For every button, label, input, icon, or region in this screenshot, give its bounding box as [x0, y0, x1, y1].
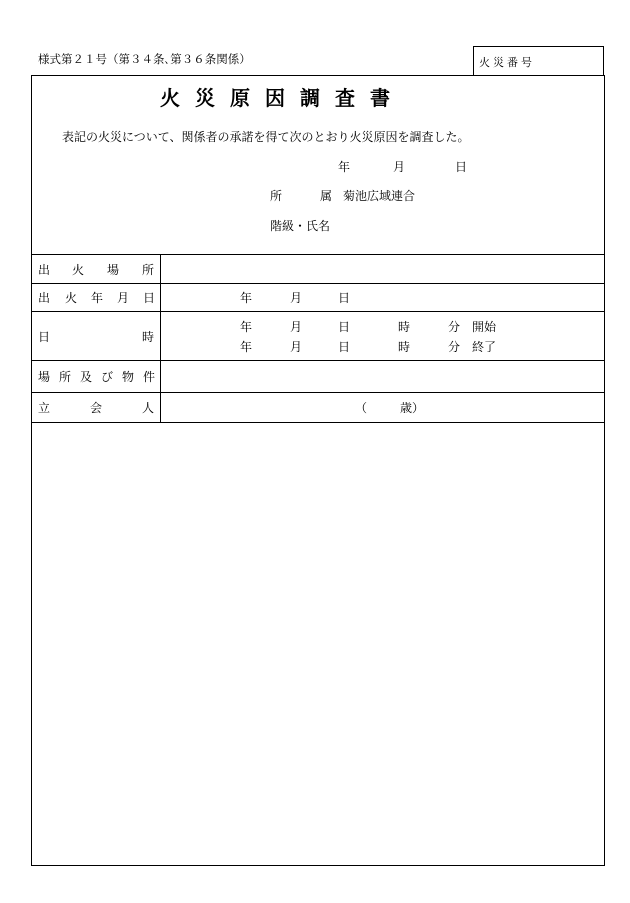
fire-place-field[interactable] [162, 256, 602, 281]
label-char: 日 [143, 291, 156, 305]
label-char: 人 [142, 401, 155, 415]
end-month: 月 [290, 340, 303, 354]
label-char: 件 [143, 370, 156, 384]
label-char: 及 [80, 370, 93, 384]
end-day: 日 [338, 340, 351, 354]
table-divider [160, 254, 161, 422]
table-line [31, 422, 605, 423]
label-char: 所 [142, 263, 155, 277]
affiliation-label-1: 所 [270, 189, 283, 203]
place-property-field[interactable] [162, 362, 602, 390]
label-char: 所 [59, 370, 72, 384]
label-char: 物 [122, 370, 135, 384]
table-line [31, 283, 605, 284]
label-char: 場 [38, 370, 51, 384]
label-char: 出 [38, 263, 51, 277]
datetime-label-2: 時 [142, 330, 155, 344]
end-hour: 時 [398, 340, 411, 354]
table-line [31, 254, 605, 255]
report-year: 年 [338, 160, 351, 174]
datetime-field[interactable] [162, 313, 602, 358]
label-char: 月 [117, 291, 130, 305]
witness-open-paren: （ [355, 401, 368, 415]
report-month: 月 [393, 160, 406, 174]
label-char: び [101, 370, 114, 384]
form-code: 様式第２１号（第３４条､第３６条関係） [38, 52, 251, 66]
fire-date-month: 月 [290, 291, 303, 305]
fire-date-day: 日 [338, 291, 351, 305]
fire-date-field[interactable] [162, 285, 602, 309]
label-char: 出 [38, 291, 51, 305]
start-hour: 時 [398, 320, 411, 334]
start-month: 月 [290, 320, 303, 334]
end-minute: 分 [448, 340, 461, 354]
fire-number-label: 火災番号 [479, 56, 535, 69]
label-char: 立 [38, 401, 51, 415]
end-year: 年 [240, 340, 253, 354]
investigation-body-area[interactable] [33, 424, 603, 864]
label-char: 年 [91, 291, 104, 305]
table-line [31, 311, 605, 312]
end-status: 終了 [472, 340, 497, 354]
label-char: 火 [65, 291, 78, 305]
document-title: 火災原因調査書 [160, 86, 405, 110]
start-year: 年 [240, 320, 253, 334]
fire-date-year: 年 [240, 291, 253, 305]
witness-field[interactable] [162, 394, 602, 420]
label-char: 会 [90, 401, 103, 415]
start-day: 日 [338, 320, 351, 334]
table-line [31, 360, 605, 361]
rank-name-label: 階級・氏名 [270, 219, 331, 233]
datetime-label-1: 日 [38, 330, 51, 344]
report-day: 日 [455, 160, 468, 174]
label-char: 場 [107, 263, 120, 277]
intro-text: 表記の火災について、関係者の承諾を得て次のとおり火災原因を調査した。 [62, 130, 470, 144]
table-line [31, 392, 605, 393]
start-minute: 分 [448, 320, 461, 334]
affiliation-value: 菊池広域連合 [343, 189, 416, 203]
start-status: 開始 [472, 320, 497, 334]
affiliation-label-2: 属 [320, 189, 333, 203]
label-char: 火 [72, 263, 85, 277]
witness-age: 歳） [400, 401, 425, 415]
